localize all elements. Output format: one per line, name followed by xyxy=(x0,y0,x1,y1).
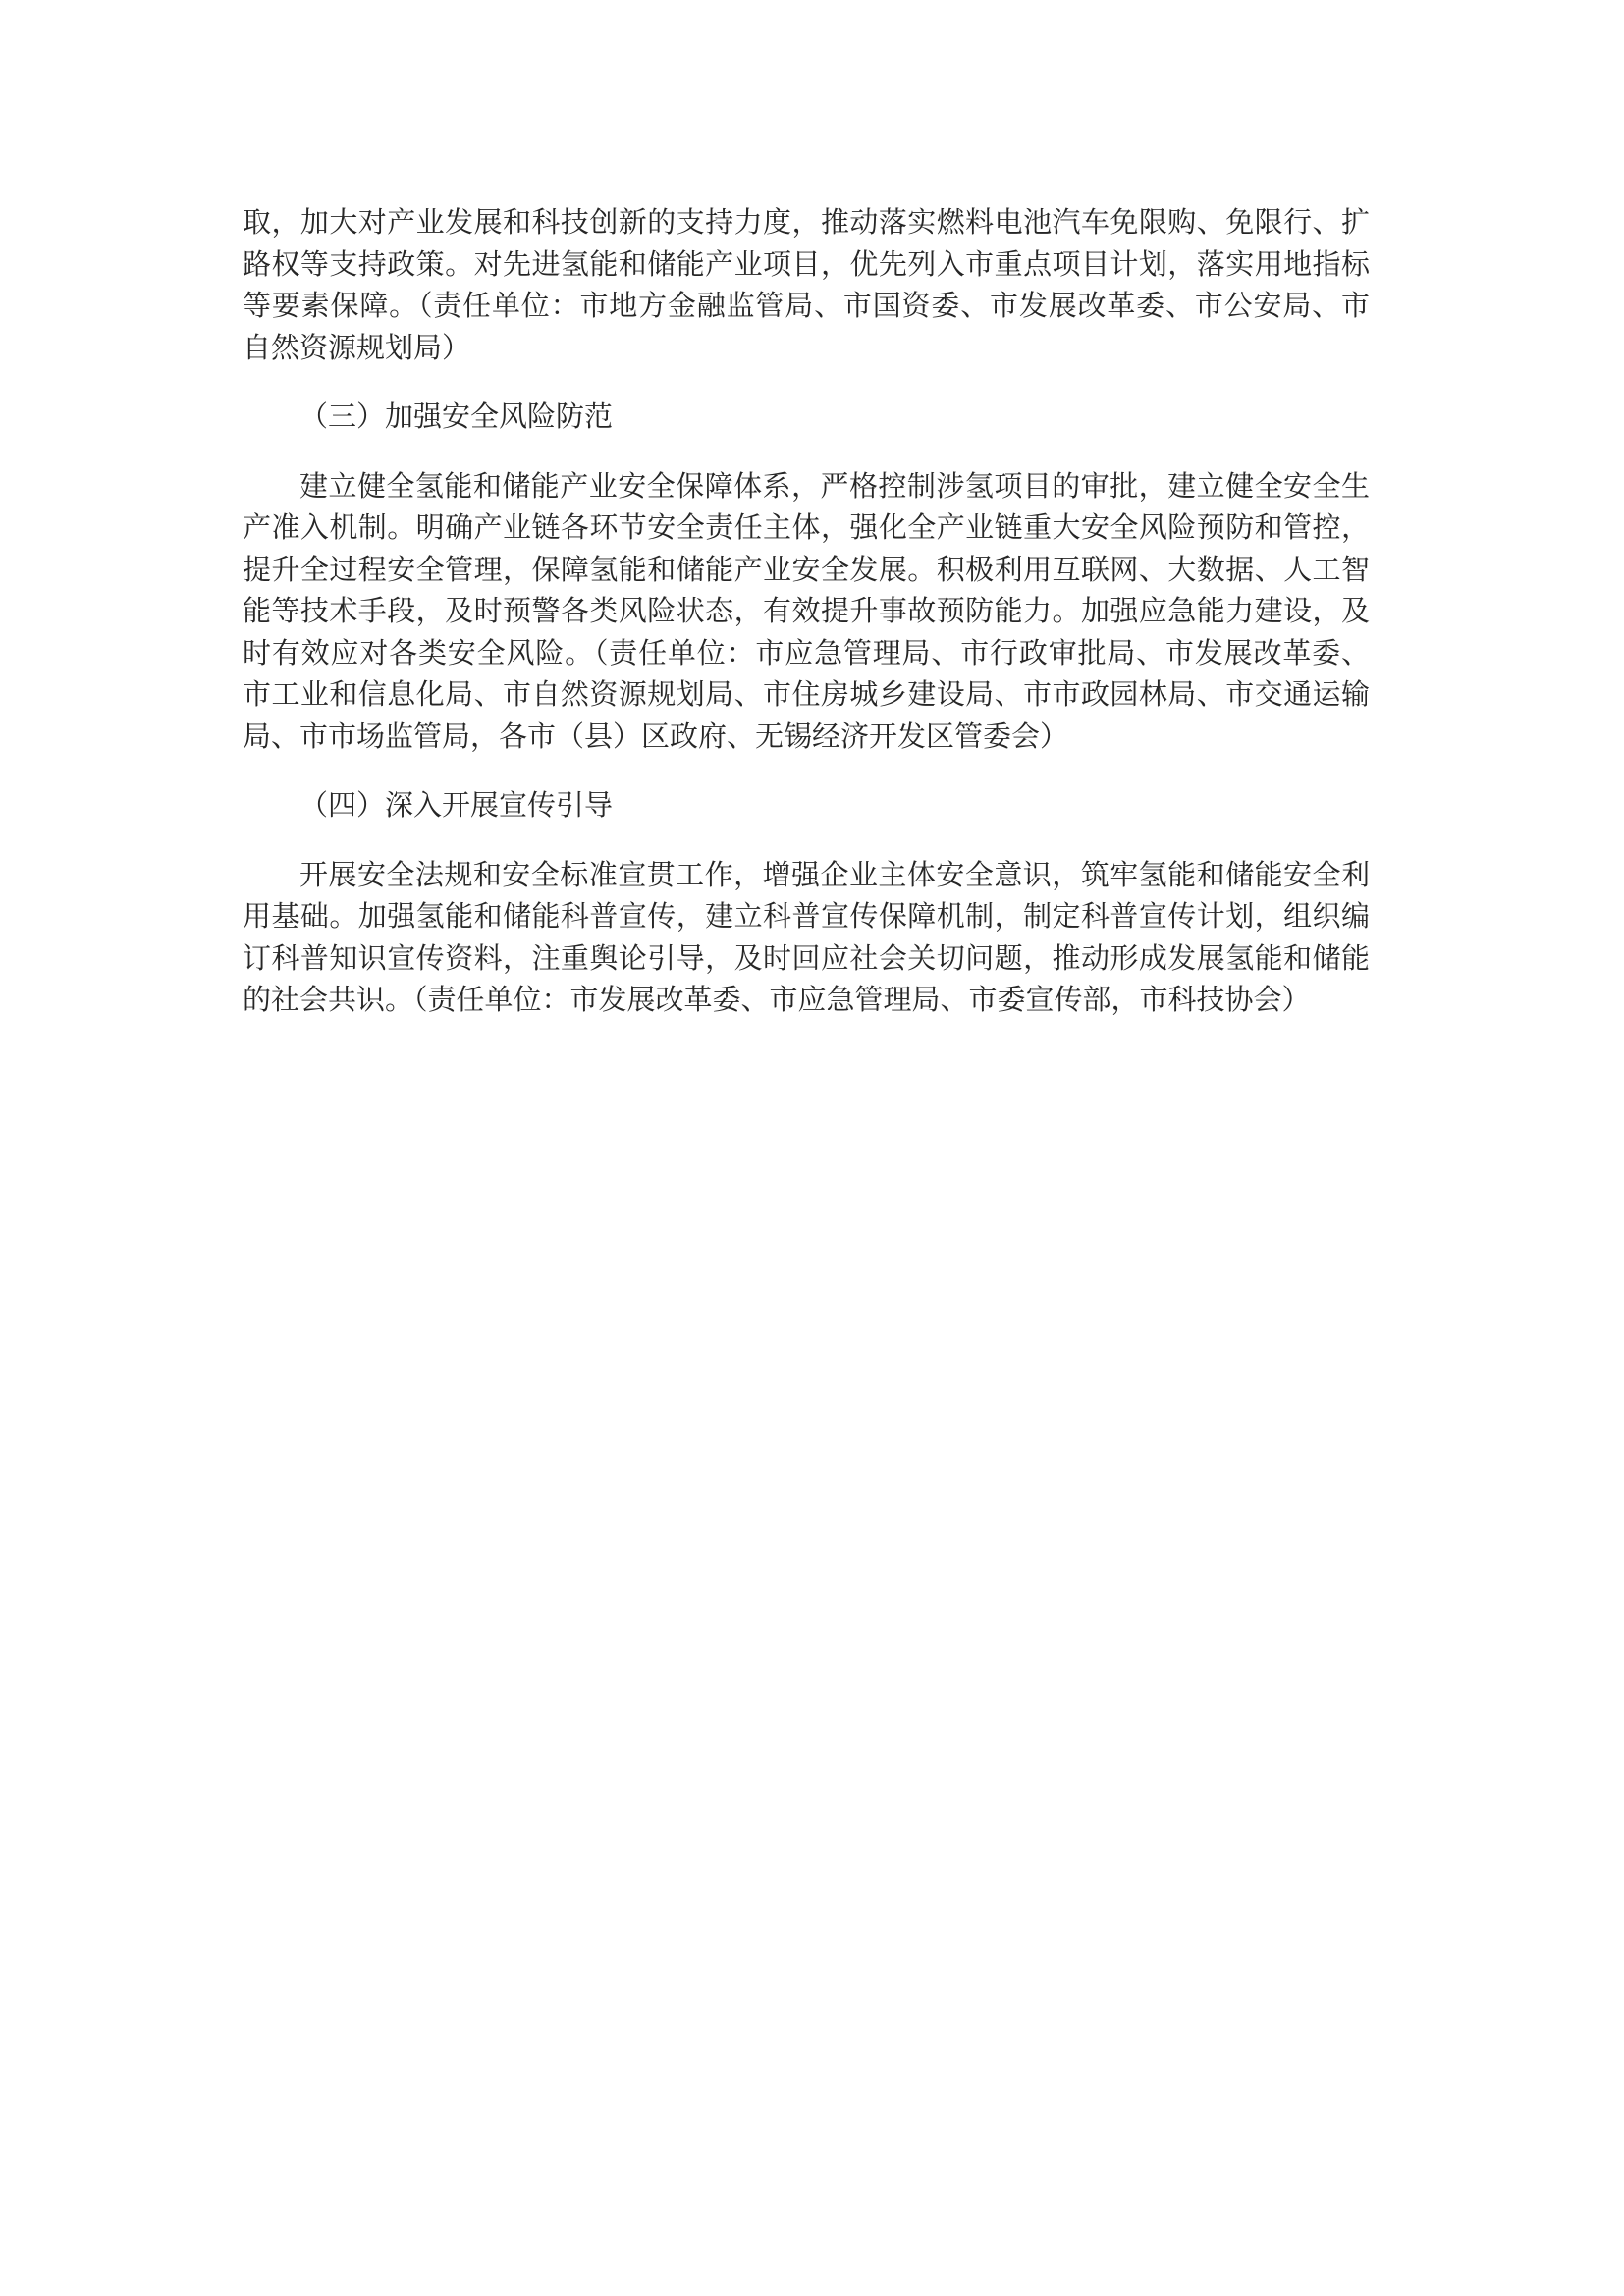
section-heading-3: （三）加强安全风险防范 xyxy=(299,401,614,433)
text-line: 的社会共识。（责任单位：市发展改革委、市应急管理局、市委宣传部，市科技协会） xyxy=(243,985,1311,1016)
paragraph-continuation xyxy=(243,202,1370,369)
text-line: 取，加大对产业发展和科技创新的支持力度，推动落实燃料电池汽车免限购、免限行、扩 xyxy=(243,207,1370,239)
text-line: 能等技术手段，及时预警各类风险状态，有效提升事故预防能力。加强应急能力建设，及 xyxy=(243,596,1370,627)
text-line: 自然资源规划局） xyxy=(243,332,471,364)
paragraph-section-4 xyxy=(243,855,1370,1022)
text-line: 时有效应对各类安全风险。（责任单位：市应急管理局、市行政审批局、市发展改革委、 xyxy=(243,637,1370,669)
text-line: 路权等支持政策。对先进氢能和储能产业项目，优先列入市重点项目计划，落实用地指标 xyxy=(243,248,1370,281)
text-line: 用基础。加强氢能和储能科普宣传，建立科普宣传保障机制，制定科普宣传计划，组织编 xyxy=(243,901,1370,933)
text-line: 建立健全氢能和储能产业安全保障体系，严格控制涉氢项目的审批，建立健全安全生 xyxy=(299,470,1370,503)
text-line: 开展安全法规和安全标准宣贯工作，增强企业主体安全意识，筑牢氢能和储能安全利 xyxy=(299,859,1370,891)
document-content xyxy=(243,202,1370,1022)
paragraph-section-3 xyxy=(243,466,1370,759)
section-heading-4: （四）深入开展宣传引导 xyxy=(299,790,614,822)
text-line: 提升全过程安全管理，保障氢能和储能产业安全发展。积极利用互联网、大数据、人工智 xyxy=(243,554,1370,586)
text-line: 产准入机制。明确产业链各环节安全责任主体，强化全产业链重大安全风险预防和管控， xyxy=(243,512,1370,544)
text-line: 等要素保障。（责任单位：市地方金融监管局、市国资委、市发展改革委、市公安局、市 xyxy=(243,291,1370,322)
text-line: 订科普知识宣传资料，注重舆论引导，及时回应社会关切问题，推动形成发展氢能和储能 xyxy=(243,942,1370,975)
text-line: 市工业和信息化局、市自然资源规划局、市住房城乡建设局、市市政园林局、市交通运输 xyxy=(243,679,1370,711)
text-line: 局、市市场监管局，各市（县）区政府、无锡经济开发区管委会） xyxy=(243,721,1069,753)
